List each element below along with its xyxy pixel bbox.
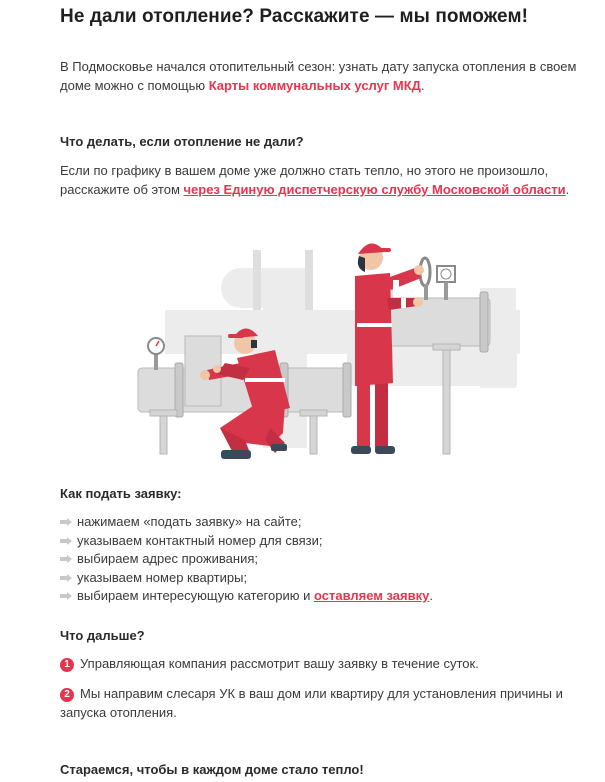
section1-end: . [565,182,570,197]
list-item [60,532,433,551]
step-text: выбираем интересующую категорию и [77,588,314,603]
section1-paragraph [60,161,590,199]
step-text: выбираем адрес проживания; [77,551,258,566]
pressure-gauge-right [437,266,455,300]
next-item-2 [60,684,580,722]
dispatch-service-link[interactable]: через Единую диспетчерскую службу Московской области [183,182,566,197]
list-item [60,569,433,588]
step-text: указываем номер квартиры; [77,569,248,585]
arrow-right-icon [60,518,72,526]
intro-paragraph [60,57,590,95]
number-circle-icon: 1 [60,658,74,672]
section1-text: Если по графику в вашем доме уже должно стать тепло, но этого не произошло, расскажите об этом [60,163,549,197]
application-steps-list [60,513,433,606]
step-text: указываем контактный номер для связи; [77,532,323,548]
submit-request-link[interactable]: оставляем заявку [313,588,430,603]
intro-text: В Подмосковье начался отопительный сезон: узнать дату запуска отопления в своем доме можно с помощью [60,59,577,93]
section-heading-whats-next: Что дальше? [60,628,145,643]
pressure-gauge-left [148,338,164,370]
page-title: Не дали отопление? Расскажите — мы поможем! [60,6,529,27]
section-heading-what-to-do: Что делать, если отопление не дали? [60,134,304,149]
closing-message: Стараемся, чтобы в каждом доме стало тепло! [60,762,364,777]
step-text: нажимаем «подать заявку» на сайте; [77,514,302,529]
arrow-right-icon [60,592,72,600]
step-end: . [429,588,433,603]
utility-map-link[interactable]: Карты коммунальных услуг МКД [208,78,421,93]
list-item [60,550,433,569]
intro-end: . [420,78,425,93]
arrow-right-icon [60,574,72,582]
number-circle-icon: 2 [60,688,74,702]
next-item-text: Управляющая компания рассмотрит вашу заявку в течение суток. [80,656,479,671]
arrow-right-icon [60,555,72,563]
next-item-text: Мы направим слесаря УК в ваш дом или квартиру для установления причины и запуска отопления. [60,686,563,720]
section-heading-how-to-apply: Как подать заявку: [60,486,182,501]
list-item [60,587,433,606]
heating-workers-illustration [125,228,525,473]
arrow-right-icon [60,537,72,545]
valve-wheel [420,258,430,300]
list-item [60,513,433,532]
next-item-1 [60,654,590,673]
